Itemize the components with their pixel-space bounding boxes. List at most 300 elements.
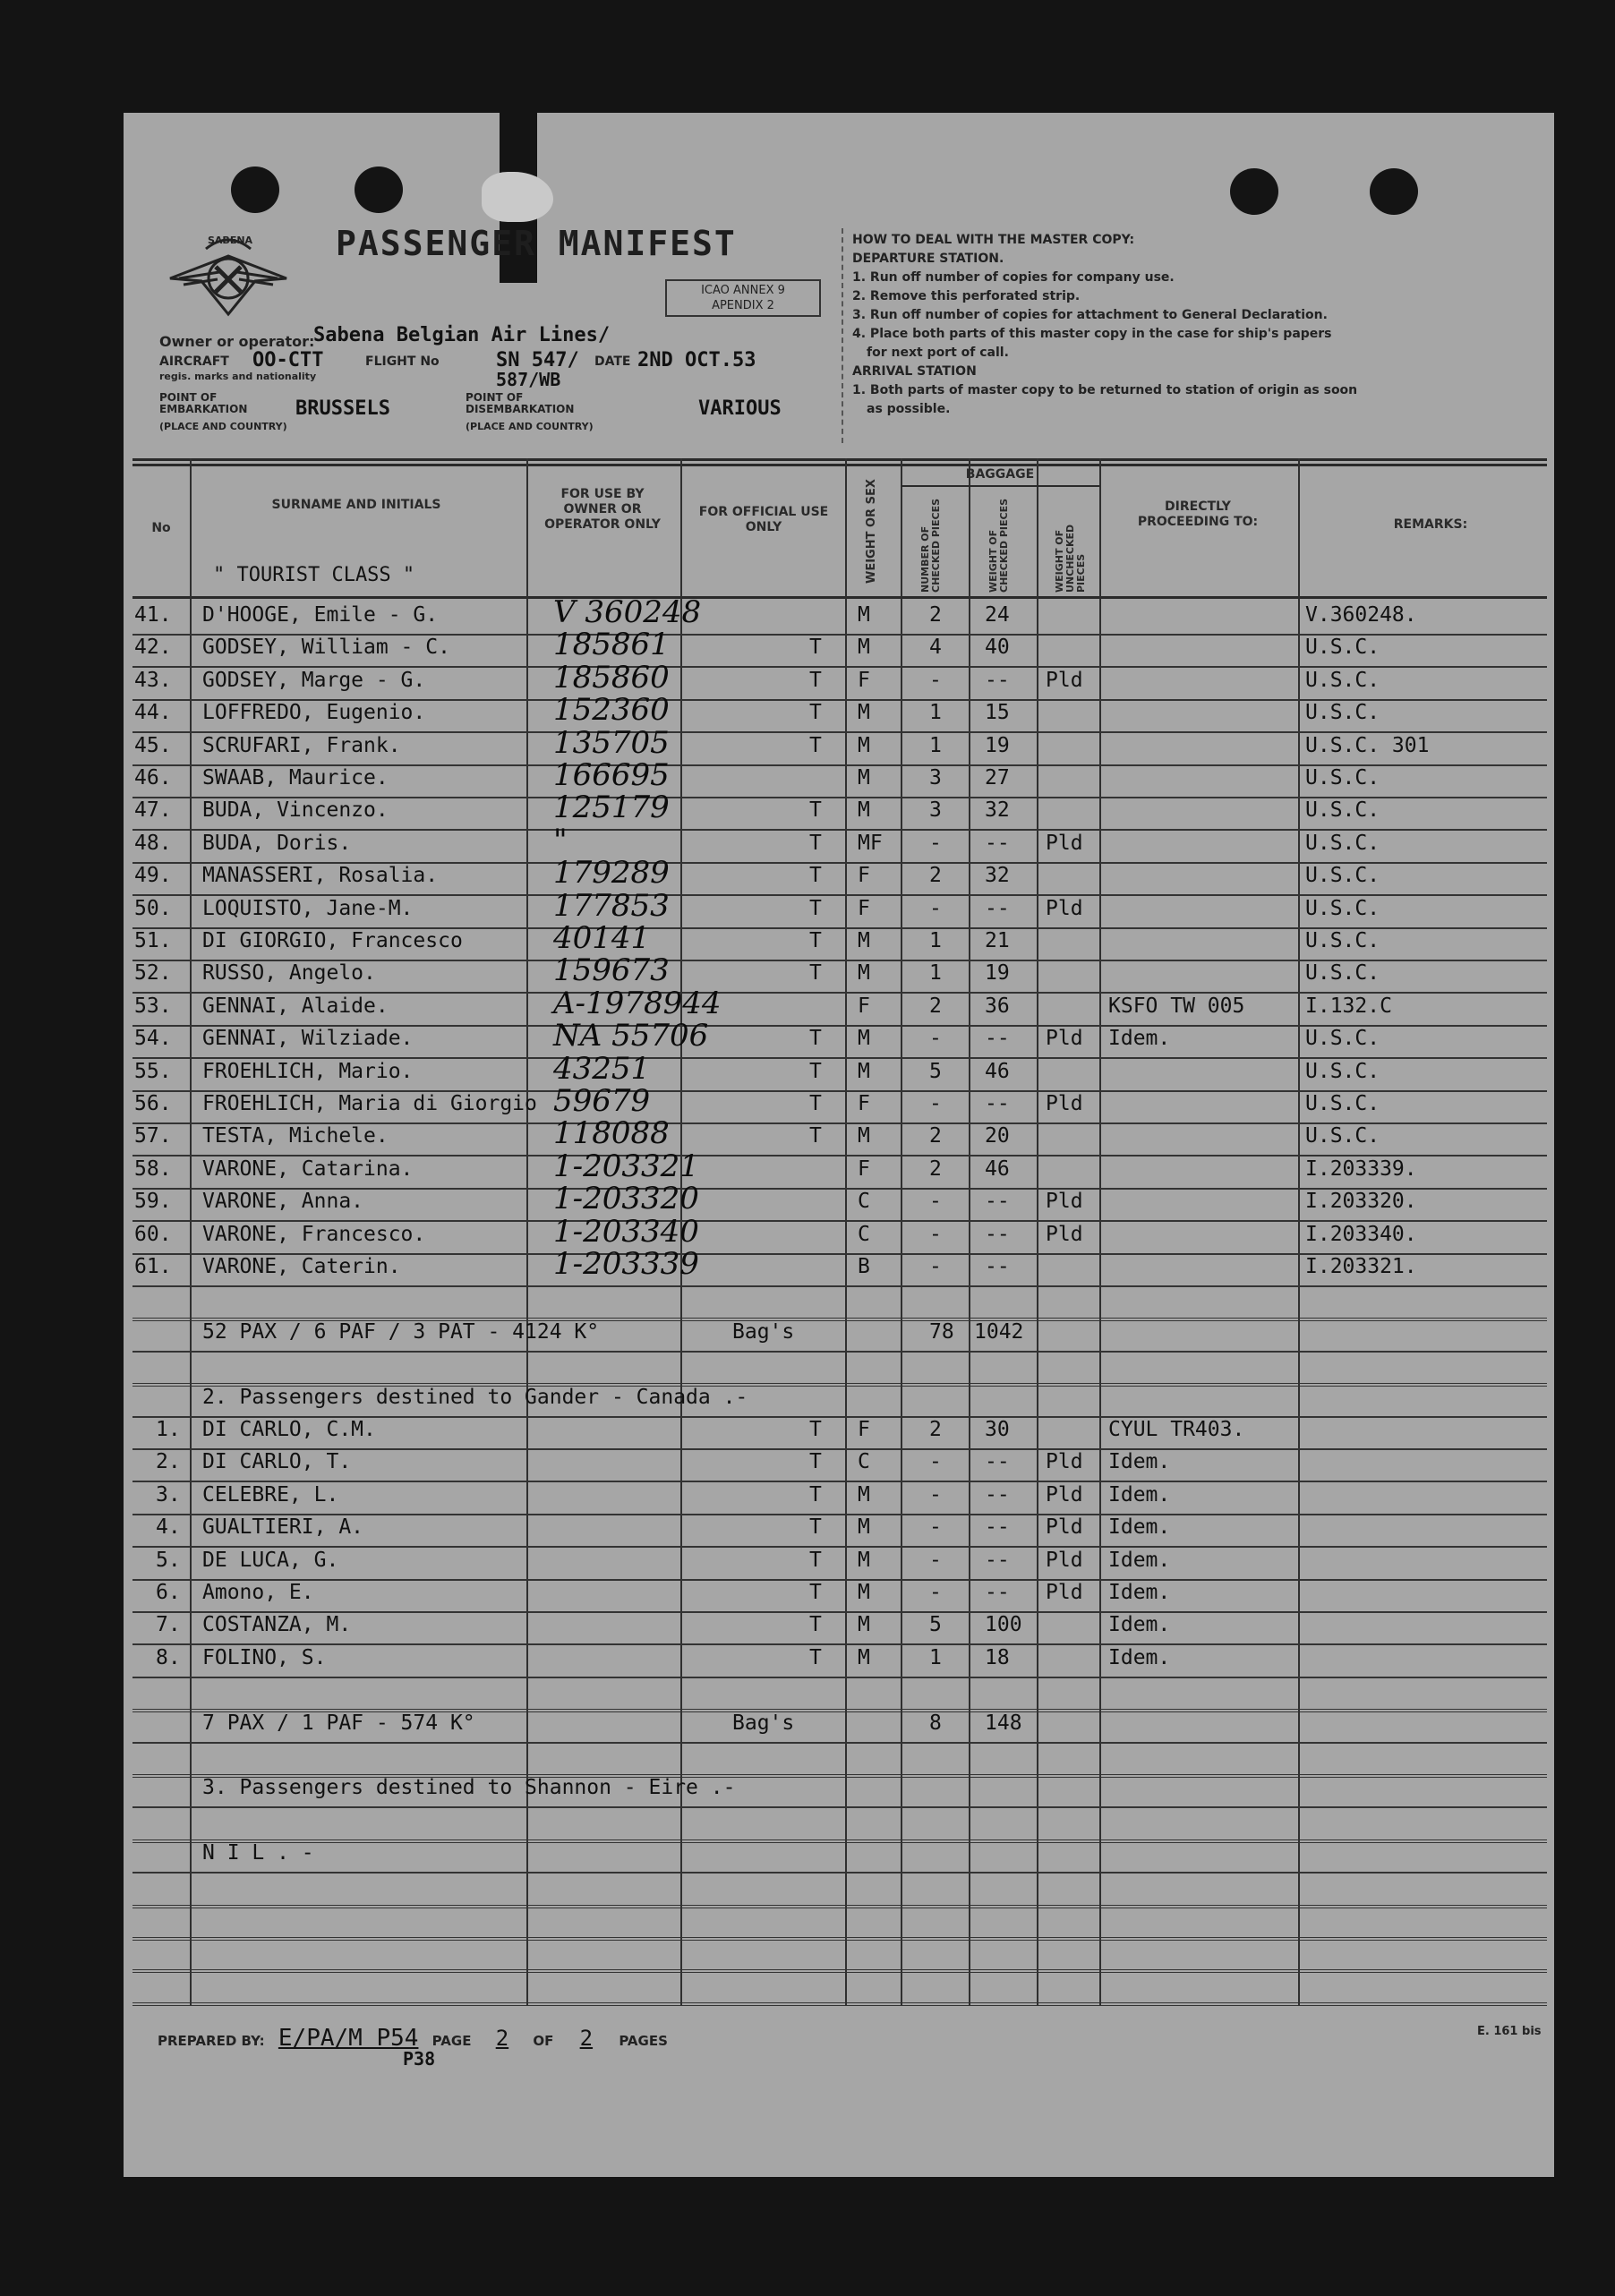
handwritten-id: 1-203321 (553, 1148, 699, 1184)
checked-weight: 24 (985, 603, 1010, 627)
blank-row (132, 1351, 1547, 1387)
instr-step-2: 2. Remove this perforated strip. (852, 289, 1081, 303)
passenger-name: LOQUISTO, Jane-M. (202, 896, 414, 920)
checked-weight: 21 (985, 929, 1010, 952)
passenger-sex: M (858, 1645, 870, 1669)
col-header-remarks: REMARKS: (1393, 517, 1468, 532)
class-code: T (809, 864, 822, 888)
checked-pieces: 2 (929, 1157, 942, 1181)
class-code: T (809, 961, 822, 986)
remarks: U.S.C. (1305, 668, 1380, 692)
checked-weight: -- (985, 668, 1010, 692)
table-top-rule (132, 458, 1547, 461)
passenger-row (132, 1481, 1547, 1515)
checked-pieces: - (929, 1450, 942, 1474)
class-code: T (809, 1581, 822, 1604)
date-value: 2ND OCT.53 (637, 349, 756, 371)
total-weight: 1042 (974, 1319, 1024, 1344)
passenger-row (132, 952, 1547, 994)
passenger-sex: F (858, 994, 870, 1018)
passenger-row (132, 1547, 1547, 1581)
remarks: I.203320. (1305, 1190, 1417, 1214)
passenger-sex: M (858, 1027, 870, 1051)
checked-pieces: - (929, 1222, 942, 1246)
passenger-sex: F (858, 896, 870, 920)
unchecked-weight: Pld (1046, 1548, 1083, 1572)
remarks: U.S.C. (1305, 798, 1380, 823)
passenger-number: 52. (134, 961, 172, 986)
instr-step-1: 1. Run off number of copies for company use. (852, 270, 1175, 285)
passenger-sex: F (858, 1092, 870, 1115)
passenger-row (132, 594, 1547, 636)
blank-row (132, 1677, 1547, 1712)
blank-row (132, 1937, 1547, 1973)
handwritten-id: 43251 (553, 1050, 651, 1087)
prepared-value: E/PA/M P54 (278, 2025, 419, 2052)
page-label: PAGE (432, 2033, 472, 2049)
punch-hole (355, 166, 403, 213)
passenger-name: TESTA, Michele. (202, 1124, 389, 1148)
handwritten-id: 40141 (553, 920, 651, 956)
manifest-table (132, 458, 1547, 2005)
remarks: U.S.C. (1305, 896, 1380, 920)
class-code: T (809, 1613, 822, 1637)
instr-departure: DEPARTURE STATION. (852, 252, 1004, 266)
class-code: T (809, 896, 822, 920)
directly-proceeding: Idem. (1108, 1613, 1171, 1637)
punch-hole (231, 166, 279, 213)
regis-note: regis. marks and nationality (159, 371, 317, 382)
checked-pieces: - (929, 668, 942, 692)
class-code: T (809, 1482, 822, 1506)
passenger-number: 57. (134, 1124, 172, 1148)
checked-pieces: 4 (929, 636, 942, 660)
flight-value-2: 587/WB (496, 369, 561, 390)
passenger-sex: M (858, 1581, 870, 1604)
passenger-number: 45. (134, 733, 172, 757)
checked-weight: -- (985, 1450, 1010, 1474)
handwritten-id: A-1978944 (553, 985, 722, 1021)
section-heading: 3. Passengers destined to Shannon - Eire .- (202, 1776, 736, 1800)
remarks: I.203321. (1305, 1255, 1417, 1278)
handwritten-id: 166695 (553, 757, 670, 793)
handwritten-id: 185861 (553, 627, 670, 663)
passenger-sex: M (858, 961, 870, 986)
remarks: U.S.C. (1305, 864, 1380, 888)
passenger-name: FOLINO, S. (202, 1645, 327, 1669)
checked-weight: -- (985, 896, 1010, 920)
embark-label: POINT OF EMBARKATION (159, 391, 248, 415)
pages-label: PAGES (619, 2033, 668, 2049)
checked-pieces: - (929, 831, 942, 855)
checked-weight: 20 (985, 1124, 1010, 1148)
bags-label: Bag's (732, 1319, 795, 1344)
handwritten-id: V 360248 (553, 594, 702, 630)
checked-pieces: - (929, 1027, 942, 1051)
col-header-official-use: FOR OFFICIAL USE ONLY (698, 505, 829, 534)
checked-weight: 18 (985, 1645, 1010, 1669)
section-heading: 2. Passengers destined to Gander - Canada .- (202, 1385, 748, 1409)
remarks: U.S.C. (1305, 701, 1380, 725)
checked-pieces: 2 (929, 1124, 942, 1148)
checked-pieces: 1 (929, 733, 942, 757)
checked-pieces: 2 (929, 1418, 942, 1441)
passenger-row (132, 1416, 1547, 1450)
blank-row (132, 1905, 1547, 1941)
passenger-number: 46. (134, 766, 172, 790)
passenger-row (132, 887, 1547, 929)
class-code: T (809, 701, 822, 725)
passenger-sex: M (858, 1613, 870, 1637)
checked-weight: 36 (985, 994, 1010, 1018)
passenger-name: BUDA, Doris. (202, 831, 352, 855)
passenger-row (132, 724, 1547, 766)
unchecked-weight: Pld (1046, 1092, 1083, 1115)
passenger-name: COSTANZA, M. (202, 1613, 352, 1637)
total-pieces: 78 (929, 1319, 954, 1344)
directly-proceeding: Idem. (1108, 1027, 1171, 1051)
passenger-name: GENNAI, Wilziade. (202, 1027, 414, 1051)
checked-pieces: 2 (929, 994, 942, 1018)
passenger-sex: M (858, 929, 870, 952)
passenger-row (132, 757, 1547, 798)
passenger-row (132, 1083, 1547, 1124)
section-row (132, 1384, 1547, 1418)
directly-proceeding: Idem. (1108, 1645, 1171, 1669)
passenger-sex: M (858, 766, 870, 790)
total-summary: 52 PAX / 6 PAF / 3 PAT - 4124 K° (202, 1319, 600, 1344)
disembark-label: POINT OF DISEMBARKATION (466, 391, 575, 415)
checked-weight: 100 (985, 1613, 1022, 1637)
checked-pieces: 1 (929, 701, 942, 725)
passenger-name: DI CARLO, C.M. (202, 1418, 376, 1441)
passenger-sex: M (858, 1059, 870, 1083)
passenger-name: FROEHLICH, Mario. (202, 1059, 414, 1083)
handwritten-id: 1-203339 (553, 1246, 699, 1282)
passenger-number: 55. (134, 1059, 172, 1083)
icao-box (665, 279, 821, 317)
passenger-number: 61. (134, 1255, 172, 1278)
nil-row (132, 1839, 1547, 1874)
checked-pieces: - (929, 1548, 942, 1572)
class-code: T (809, 636, 822, 660)
blank-row (132, 1742, 1547, 1778)
handwritten-id: 159673 (553, 952, 670, 989)
passenger-number: 54. (134, 1027, 172, 1051)
remarks: U.S.C. (1305, 636, 1380, 660)
checked-pieces: 3 (929, 766, 942, 790)
unchecked-weight: Pld (1046, 1581, 1083, 1604)
page-value: 2 (495, 2026, 509, 2051)
class-code: T (809, 1515, 822, 1540)
checked-weight: 46 (985, 1157, 1010, 1181)
instr-step-4a: 4. Place both parts of this master copy in the case for ship's papers (852, 327, 1332, 341)
passenger-number: 43. (134, 668, 172, 692)
prepared-label: PREPARED BY: (158, 2033, 265, 2049)
remarks: U.S.C. (1305, 929, 1380, 952)
passenger-sex: M (858, 798, 870, 823)
class-code: T (809, 668, 822, 692)
class-code: T (809, 798, 822, 823)
unchecked-weight: Pld (1046, 668, 1083, 692)
col-header-no: No (151, 521, 171, 535)
handwritten-id: 179289 (553, 855, 670, 892)
page-title: PASSENGER MANIFEST (336, 224, 737, 263)
col-header-wt-unchecked: WEIGHT OF UNCHECKED PIECES (1054, 524, 1087, 593)
checked-weight: -- (985, 1190, 1010, 1214)
blank-row (132, 1807, 1547, 1843)
embark-note: (PLACE AND COUNTRY) (159, 421, 287, 432)
directly-proceeding: Idem. (1108, 1515, 1171, 1540)
class-code: T (809, 1124, 822, 1148)
passenger-sex: MF (858, 831, 883, 855)
class-code: T (809, 1059, 822, 1083)
total-row (132, 1710, 1547, 1744)
remarks: U.S.C. (1305, 1059, 1380, 1083)
col-header-owner-use: FOR USE BY OWNER OR OPERATOR ONLY (544, 487, 661, 532)
checked-weight: 32 (985, 864, 1010, 888)
passenger-number: 51. (134, 929, 172, 952)
of-label: OF (533, 2033, 554, 2049)
passenger-sex: C (858, 1222, 870, 1246)
passenger-name: VARONE, Anna. (202, 1190, 364, 1214)
passenger-row (132, 1018, 1547, 1059)
remarks: U.S.C. (1305, 1027, 1380, 1051)
instr-heading: HOW TO DEAL WITH THE MASTER COPY: (852, 233, 1135, 247)
handwritten-id: 118088 (553, 1115, 670, 1152)
checked-weight: -- (985, 1255, 1010, 1278)
class-code: T (809, 1450, 822, 1474)
passenger-sex: M (858, 636, 870, 660)
class-code: T (809, 1645, 822, 1669)
passenger-row (132, 692, 1547, 733)
passenger-sex: F (858, 864, 870, 888)
passenger-name: VARONE, Francesco. (202, 1222, 426, 1246)
checked-weight: 15 (985, 701, 1010, 725)
class-code: T (809, 1418, 822, 1441)
handwritten-id: 152360 (553, 692, 670, 729)
directly-proceeding: Idem. (1108, 1581, 1171, 1604)
checked-weight: 19 (985, 733, 1010, 757)
passenger-number: 2. (156, 1450, 181, 1474)
instr-step-5b: as possible. (867, 402, 951, 416)
passenger-row (132, 1115, 1547, 1157)
checked-weight: -- (985, 1092, 1010, 1115)
passenger-number: 42. (134, 636, 172, 660)
logo-text: SABENA (208, 235, 253, 246)
passenger-number: 4. (156, 1515, 181, 1540)
passenger-sex: M (858, 603, 870, 627)
passenger-number: 47. (134, 798, 172, 823)
passenger-row (132, 1148, 1547, 1190)
passenger-row (132, 1246, 1547, 1287)
directly-proceeding: Idem. (1108, 1450, 1171, 1474)
embark-value: BRUSSELS (295, 397, 390, 420)
passenger-number: 44. (134, 701, 172, 725)
directly-proceeding: Idem. (1108, 1548, 1171, 1572)
of-value: 2 (579, 2026, 594, 2051)
passenger-row (132, 985, 1547, 1027)
checked-weight: -- (985, 1548, 1010, 1572)
passenger-sex: F (858, 668, 870, 692)
passenger-row (132, 920, 1547, 961)
remarks: U.S.C. (1305, 1124, 1380, 1148)
passenger-name: D'HOOGE, Emile - G. (202, 603, 439, 627)
passenger-number: 5. (156, 1548, 181, 1572)
class-code: T (809, 733, 822, 757)
blank-row (132, 1970, 1547, 2006)
passenger-number: 49. (134, 864, 172, 888)
checked-weight: 46 (985, 1059, 1010, 1083)
punch-hole (1230, 168, 1278, 215)
passenger-sex: M (858, 1515, 870, 1540)
col-header-surname: SURNAME AND INITIALS (271, 498, 441, 512)
passenger-number: 41. (134, 603, 172, 627)
checked-weight: 40 (985, 636, 1010, 660)
class-code: T (809, 1092, 822, 1115)
passenger-name: SWAAB, Maurice. (202, 766, 389, 790)
handwritten-id: 135705 (553, 724, 670, 761)
blank-row (132, 1285, 1547, 1321)
remarks: U.S.C. (1305, 1092, 1380, 1115)
torn-paper-fragment (482, 172, 553, 222)
checked-pieces: 1 (929, 929, 942, 952)
passenger-name: DI GIORGIO, Francesco (202, 929, 463, 952)
directly-proceeding: KSFO TW 005 (1108, 994, 1245, 1018)
passenger-row (132, 1644, 1547, 1678)
passenger-row (132, 659, 1547, 701)
baggage-rule (901, 485, 1099, 487)
unchecked-weight: Pld (1046, 896, 1083, 920)
class-label: " TOURIST CLASS " (213, 564, 415, 586)
passenger-name: MANASSERI, Rosalia. (202, 864, 439, 888)
instr-step-3: 3. Run off number of copies for attachment to General Declaration. (852, 308, 1328, 322)
disembark-value: VARIOUS (698, 397, 782, 420)
passenger-name: VARONE, Catarina. (202, 1157, 414, 1181)
passenger-row (132, 1611, 1547, 1645)
passenger-name: CELEBRE, L. (202, 1482, 339, 1506)
passenger-number: 1. (156, 1418, 181, 1441)
checked-pieces: - (929, 1255, 942, 1278)
passenger-name: DI CARLO, T. (202, 1450, 352, 1474)
handwritten-id: 177853 (553, 887, 670, 924)
col-header-directly: DIRECTLY PROCEEDING TO: (1137, 499, 1259, 529)
passenger-number: 60. (134, 1222, 172, 1246)
checked-weight: 19 (985, 961, 1010, 986)
total-summary: 7 PAX / 1 PAF - 574 K° (202, 1711, 475, 1735)
checked-weight: -- (985, 831, 1010, 855)
aircraft-value: OO-CTT (252, 349, 324, 371)
remarks: U.S.C. 301 (1305, 733, 1430, 757)
remarks: U.S.C. (1305, 831, 1380, 855)
icao-line-1: ICAO ANNEX 9 (701, 284, 785, 297)
passenger-number: 7. (156, 1613, 181, 1637)
master-copy-instructions (852, 231, 1425, 419)
checked-pieces: - (929, 1581, 942, 1604)
remarks: U.S.C. (1305, 961, 1380, 986)
handwritten-id: 59679 (553, 1083, 651, 1119)
bags-label: Bag's (732, 1711, 795, 1735)
date-label: DATE (594, 354, 631, 369)
handwritten-id: 1-203320 (553, 1181, 699, 1217)
checked-pieces: 5 (929, 1613, 942, 1637)
form-reference: E. 161 bis (1477, 2025, 1542, 2038)
directly-proceeding: Idem. (1108, 1482, 1171, 1506)
col-header-num-checked: NUMBER OF CHECKED PIECES (919, 498, 942, 593)
checked-pieces: - (929, 1092, 942, 1115)
passenger-name: GUALTIERI, A. (202, 1515, 364, 1540)
unchecked-weight: Pld (1046, 1482, 1083, 1506)
perforation-divider (842, 228, 843, 443)
total-row (132, 1319, 1547, 1353)
passenger-name: FROEHLICH, Maria di Giorgio (202, 1092, 537, 1115)
owner-value: Sabena Belgian Air Lines/ (313, 324, 611, 346)
handwritten-id: NA 55706 (553, 1018, 709, 1054)
punch-hole (1370, 168, 1418, 215)
checked-weight: -- (985, 1515, 1010, 1540)
passenger-name: DE LUCA, G. (202, 1548, 339, 1572)
checked-weight: -- (985, 1222, 1010, 1246)
unchecked-weight: Pld (1046, 1027, 1083, 1051)
passenger-number: 6. (156, 1581, 181, 1604)
passenger-sex: M (858, 701, 870, 725)
passenger-row (132, 855, 1547, 896)
passenger-name: LOFFREDO, Eugenio. (202, 701, 426, 725)
passenger-number: 53. (134, 994, 172, 1018)
unchecked-weight: Pld (1046, 1450, 1083, 1474)
passenger-sex: M (858, 1482, 870, 1506)
instr-arrival: ARRIVAL STATION (852, 364, 977, 379)
unchecked-weight: Pld (1046, 1222, 1083, 1246)
total-pieces: 8 (929, 1711, 942, 1735)
remarks: I.203340. (1305, 1222, 1417, 1246)
col-header-wt-checked: WEIGHT OF CHECKED PIECES (987, 498, 1010, 593)
passenger-name: Amono, E. (202, 1581, 314, 1604)
remarks: I.132.C (1305, 994, 1392, 1018)
checked-weight: -- (985, 1581, 1010, 1604)
passenger-row (132, 1213, 1547, 1255)
passenger-sex: C (858, 1190, 870, 1214)
unchecked-weight: Pld (1046, 1190, 1083, 1214)
checked-weight: -- (985, 1482, 1010, 1506)
passenger-number: 59. (134, 1190, 172, 1214)
header-bottom-rule (132, 596, 1547, 599)
unchecked-weight: Pld (1046, 1515, 1083, 1540)
passenger-name: SCRUFARI, Frank. (202, 733, 401, 757)
passenger-name: GODSEY, William - C. (202, 636, 450, 660)
passenger-row (132, 790, 1547, 831)
passenger-number: 48. (134, 831, 172, 855)
passenger-row (132, 627, 1547, 668)
passenger-name: BUDA, Vincenzo. (202, 798, 389, 823)
checked-pieces: 3 (929, 798, 942, 823)
handwritten-id: 1-203340 (553, 1213, 699, 1250)
flight-value: SN 547/ (496, 349, 579, 371)
table-top-rule (132, 464, 1547, 466)
passenger-row (132, 1448, 1547, 1482)
class-code: T (809, 831, 822, 855)
flight-label: FLIGHT No (365, 354, 440, 369)
class-code: T (809, 1548, 822, 1572)
col-header-baggage: BAGGAGE (965, 467, 1035, 482)
class-code: T (809, 1027, 822, 1051)
passenger-row (132, 822, 1547, 864)
directly-proceeding: CYUL TR403. (1108, 1418, 1245, 1441)
checked-pieces: 5 (929, 1059, 942, 1083)
checked-pieces: - (929, 896, 942, 920)
passenger-number: 58. (134, 1157, 172, 1181)
passenger-name: RUSSO, Angelo. (202, 961, 376, 986)
